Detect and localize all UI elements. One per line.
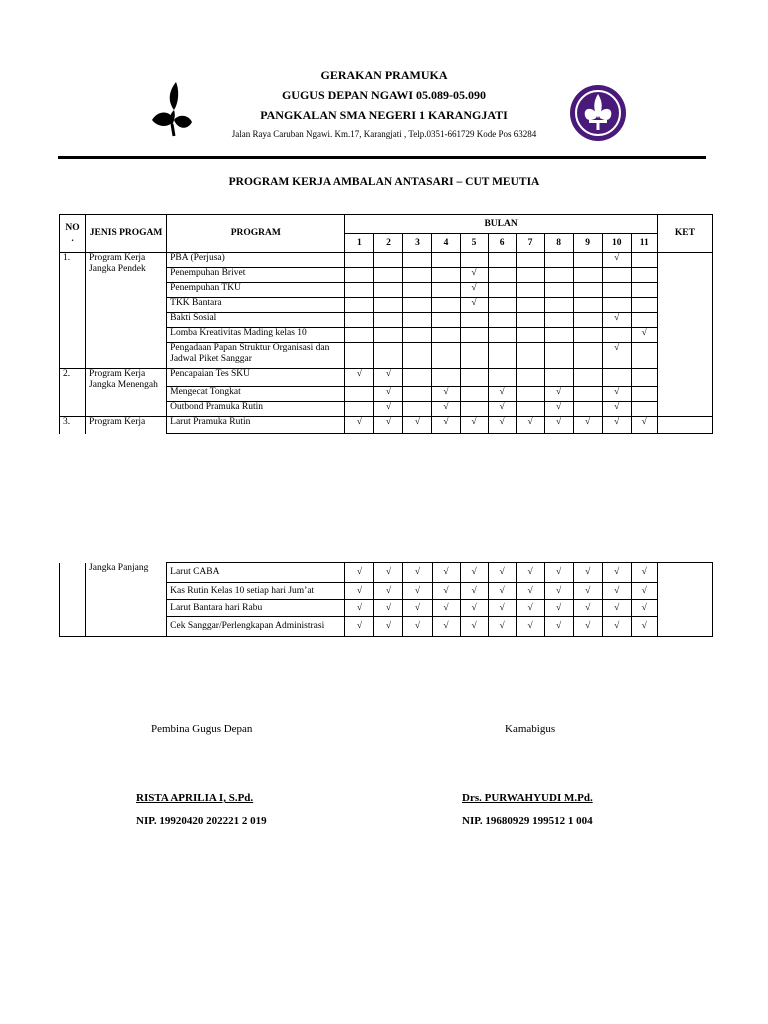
- month-cell: [516, 369, 544, 387]
- month-cell: √: [602, 343, 631, 369]
- jenis-program: Jangka Panjang: [86, 563, 167, 637]
- month-cell: [573, 253, 602, 268]
- month-cell: [345, 268, 374, 283]
- month-cell: [403, 268, 432, 283]
- month-cell: √: [374, 369, 403, 387]
- month-cell: [432, 253, 460, 268]
- month-cell: [516, 253, 544, 268]
- document-title: PROGRAM KERJA AMBALAN ANTASARI – CUT MEUTIA: [228, 176, 540, 188]
- month-cell: [432, 343, 460, 369]
- month-cell: √: [345, 617, 374, 637]
- month-cell: [345, 253, 374, 268]
- month-cell: [374, 283, 403, 298]
- month-cell: √: [602, 417, 631, 434]
- month-cell: [631, 402, 657, 417]
- month-cell: [374, 343, 403, 369]
- month-header: 4: [432, 234, 460, 253]
- month-cell: [403, 343, 432, 369]
- left-signature-name: RISTA APRILIA I, S.Pd.: [136, 792, 254, 804]
- month-cell: [460, 313, 488, 328]
- month-cell: [345, 298, 374, 313]
- right-signature-name: Drs. PURWAHYUDI M.Pd.: [462, 792, 593, 804]
- month-cell: √: [488, 563, 516, 583]
- program-name: Bakti Sosial: [167, 313, 345, 328]
- month-header: 7: [516, 234, 544, 253]
- left-signature-title: Pembina Gugus Depan: [151, 723, 253, 735]
- month-cell: [460, 328, 488, 343]
- month-cell: [631, 283, 657, 298]
- program-name: Penempuhan TKU: [167, 283, 345, 298]
- month-cell: √: [403, 600, 432, 617]
- header-ket: KET: [657, 215, 712, 253]
- jenis-program: Program Kerja Jangka Pendek: [86, 253, 167, 369]
- row-number: 1.: [60, 253, 86, 369]
- month-cell: √: [460, 600, 488, 617]
- month-cell: √: [432, 387, 460, 402]
- month-cell: [488, 328, 516, 343]
- ket-cell: [657, 417, 712, 434]
- month-cell: [460, 253, 488, 268]
- month-cell: √: [573, 417, 602, 434]
- month-cell: [631, 298, 657, 313]
- month-cell: [573, 402, 602, 417]
- month-header: 1: [345, 234, 374, 253]
- month-cell: √: [516, 563, 544, 583]
- month-cell: [516, 387, 544, 402]
- month-cell: [374, 328, 403, 343]
- header-line1: GERAKAN PRAMUKA: [320, 68, 448, 82]
- month-cell: [345, 387, 374, 402]
- month-cell: [602, 298, 631, 313]
- month-cell: [573, 328, 602, 343]
- month-cell: [345, 343, 374, 369]
- month-cell: [631, 387, 657, 402]
- month-cell: [516, 328, 544, 343]
- month-cell: [345, 313, 374, 328]
- month-cell: [432, 369, 460, 387]
- month-cell: √: [403, 583, 432, 600]
- right-signature-nip: NIP. 19680929 199512 1 004: [462, 815, 593, 827]
- month-cell: √: [374, 402, 403, 417]
- month-cell: √: [602, 583, 631, 600]
- program-name: TKK Bantara: [167, 298, 345, 313]
- month-header: 11: [631, 234, 657, 253]
- month-cell: √: [488, 402, 516, 417]
- month-cell: √: [573, 617, 602, 637]
- month-cell: √: [488, 617, 516, 637]
- month-cell: [460, 369, 488, 387]
- month-cell: √: [602, 253, 631, 268]
- month-cell: [602, 268, 631, 283]
- program-name: Larut Pramuka Rutin: [167, 417, 345, 434]
- month-cell: √: [432, 617, 460, 637]
- month-cell: √: [460, 583, 488, 600]
- program-table-continued: [59, 562, 713, 637]
- month-cell: √: [460, 417, 488, 434]
- month-cell: √: [602, 617, 631, 637]
- month-header: 2: [374, 234, 403, 253]
- month-cell: √: [460, 298, 488, 313]
- month-cell: √: [544, 583, 573, 600]
- month-cell: [631, 343, 657, 369]
- month-cell: [460, 343, 488, 369]
- month-cell: √: [488, 600, 516, 617]
- month-cell: [631, 369, 657, 387]
- month-cell: √: [374, 583, 403, 600]
- month-cell: [573, 313, 602, 328]
- month-cell: √: [544, 417, 573, 434]
- month-header: 10: [602, 234, 631, 253]
- month-cell: [631, 253, 657, 268]
- jenis-program: Program Kerja Jangka Menengah: [86, 369, 167, 417]
- month-cell: √: [432, 402, 460, 417]
- table-row: [60, 253, 713, 268]
- row-number: [60, 563, 86, 637]
- world-scout-emblem-icon: [569, 84, 627, 142]
- month-cell: [573, 387, 602, 402]
- month-cell: [488, 343, 516, 369]
- month-cell: √: [573, 600, 602, 617]
- header-address: Jalan Raya Caruban Ngawi. Km.17, Karangjati , Telp.0351-661729 Kode Pos 63284: [231, 129, 537, 139]
- month-cell: √: [345, 600, 374, 617]
- header-program: PROGRAM: [167, 215, 345, 253]
- month-cell: [403, 387, 432, 402]
- program-name: Kas Rutin Kelas 10 setiap hari Jum’at: [167, 583, 345, 600]
- month-cell: √: [345, 583, 374, 600]
- month-cell: √: [460, 563, 488, 583]
- month-cell: √: [631, 417, 657, 434]
- month-cell: [403, 328, 432, 343]
- month-cell: [573, 298, 602, 313]
- month-cell: [488, 253, 516, 268]
- header-bulan: BULAN: [345, 215, 657, 234]
- month-cell: [403, 283, 432, 298]
- month-cell: √: [544, 617, 573, 637]
- month-cell: √: [403, 417, 432, 434]
- month-cell: [516, 343, 544, 369]
- month-cell: [602, 369, 631, 387]
- month-cell: √: [374, 563, 403, 583]
- month-cell: √: [516, 617, 544, 637]
- month-cell: [374, 313, 403, 328]
- month-cell: √: [631, 328, 657, 343]
- month-cell: [432, 268, 460, 283]
- program-name: Mengecat Tongkat: [167, 387, 345, 402]
- month-cell: [432, 283, 460, 298]
- month-cell: [345, 328, 374, 343]
- row-number: 3.: [60, 417, 86, 434]
- month-cell: [544, 369, 573, 387]
- month-cell: [488, 283, 516, 298]
- month-cell: [374, 298, 403, 313]
- month-cell: √: [544, 402, 573, 417]
- header-no: NO .: [60, 215, 86, 253]
- month-cell: [488, 298, 516, 313]
- header-line3: PANGKALAN SMA NEGERI 1 KARANGJATI: [260, 108, 508, 122]
- month-cell: √: [432, 583, 460, 600]
- month-cell: [544, 328, 573, 343]
- month-cell: [631, 313, 657, 328]
- month-cell: [516, 313, 544, 328]
- month-cell: [516, 298, 544, 313]
- month-cell: √: [631, 583, 657, 600]
- month-cell: √: [345, 563, 374, 583]
- month-cell: [403, 369, 432, 387]
- month-cell: [544, 313, 573, 328]
- month-cell: [488, 268, 516, 283]
- month-cell: √: [602, 402, 631, 417]
- month-cell: √: [516, 583, 544, 600]
- table-row: [60, 369, 713, 387]
- letterhead: [0, 0, 768, 170]
- ket-cell: [657, 563, 712, 637]
- month-cell: √: [460, 617, 488, 637]
- month-cell: [573, 369, 602, 387]
- program-name: Lomba Kreativitas Mading kelas 10: [167, 328, 345, 343]
- month-cell: √: [345, 369, 374, 387]
- month-cell: √: [516, 417, 544, 434]
- month-cell: [460, 402, 488, 417]
- month-cell: [631, 268, 657, 283]
- row-number: 2.: [60, 369, 86, 417]
- month-cell: [544, 268, 573, 283]
- table-row: [60, 417, 713, 434]
- jenis-program: Program Kerja: [86, 417, 167, 434]
- program-name: Outbond Pramuka Rutin: [167, 402, 345, 417]
- month-cell: √: [488, 387, 516, 402]
- month-cell: √: [374, 617, 403, 637]
- program-name: PBA (Perjusa): [167, 253, 345, 268]
- month-cell: √: [544, 387, 573, 402]
- month-cell: [432, 328, 460, 343]
- month-cell: √: [432, 600, 460, 617]
- month-header: 8: [544, 234, 573, 253]
- month-cell: [403, 313, 432, 328]
- month-cell: [432, 298, 460, 313]
- program-name: Penempuhan Brivet: [167, 268, 345, 283]
- month-cell: √: [403, 563, 432, 583]
- month-cell: √: [374, 417, 403, 434]
- table-row: [60, 563, 713, 583]
- month-header: 6: [488, 234, 516, 253]
- month-cell: [403, 253, 432, 268]
- month-cell: [403, 402, 432, 417]
- month-cell: [544, 253, 573, 268]
- month-cell: [516, 402, 544, 417]
- month-cell: [573, 268, 602, 283]
- month-cell: √: [602, 313, 631, 328]
- month-cell: √: [345, 417, 374, 434]
- month-cell: [544, 343, 573, 369]
- month-cell: [573, 283, 602, 298]
- header-rule: [58, 156, 706, 159]
- program-table: [59, 214, 713, 434]
- program-name: Larut CABA: [167, 563, 345, 583]
- month-cell: √: [374, 600, 403, 617]
- month-cell: [602, 283, 631, 298]
- month-cell: √: [432, 563, 460, 583]
- month-cell: √: [602, 563, 631, 583]
- month-cell: √: [488, 583, 516, 600]
- month-cell: [345, 402, 374, 417]
- program-name: Pengadaan Papan Struktur Organisasi dan Jadwal Piket Sanggar: [167, 343, 345, 369]
- month-cell: [488, 369, 516, 387]
- month-cell: √: [573, 583, 602, 600]
- month-cell: [573, 343, 602, 369]
- month-cell: √: [602, 387, 631, 402]
- month-header: 5: [460, 234, 488, 253]
- program-name: Pencapaian Tes SKU: [167, 369, 345, 387]
- month-cell: √: [631, 563, 657, 583]
- month-cell: √: [544, 600, 573, 617]
- month-cell: √: [602, 600, 631, 617]
- month-header: 9: [573, 234, 602, 253]
- month-cell: √: [460, 268, 488, 283]
- month-cell: [432, 313, 460, 328]
- month-cell: √: [403, 617, 432, 637]
- month-cell: [460, 387, 488, 402]
- month-cell: [488, 313, 516, 328]
- month-cell: [544, 298, 573, 313]
- month-cell: √: [432, 417, 460, 434]
- month-cell: √: [460, 283, 488, 298]
- month-cell: √: [544, 563, 573, 583]
- month-cell: [374, 253, 403, 268]
- left-signature-nip: NIP. 19920420 202221 2 019: [136, 815, 267, 827]
- right-signature-title: Kamabigus: [505, 723, 556, 735]
- month-cell: √: [631, 617, 657, 637]
- header-line2: GUGUS DEPAN NGAWI 05.089-05.090: [281, 88, 487, 102]
- month-header: 3: [403, 234, 432, 253]
- month-cell: [602, 328, 631, 343]
- month-cell: [345, 283, 374, 298]
- month-cell: [374, 268, 403, 283]
- month-cell: √: [631, 600, 657, 617]
- month-cell: √: [488, 417, 516, 434]
- month-cell: √: [374, 387, 403, 402]
- month-cell: √: [516, 600, 544, 617]
- header-jenis: JENIS PROGAM: [86, 215, 167, 253]
- ket-cell: [657, 253, 712, 417]
- program-name: Cek Sanggar/Perlengkapan Administrasi: [167, 617, 345, 637]
- month-cell: [544, 283, 573, 298]
- program-name: Larut Bantara hari Rabu: [167, 600, 345, 617]
- month-cell: √: [573, 563, 602, 583]
- month-cell: [516, 283, 544, 298]
- month-cell: [403, 298, 432, 313]
- month-cell: [516, 268, 544, 283]
